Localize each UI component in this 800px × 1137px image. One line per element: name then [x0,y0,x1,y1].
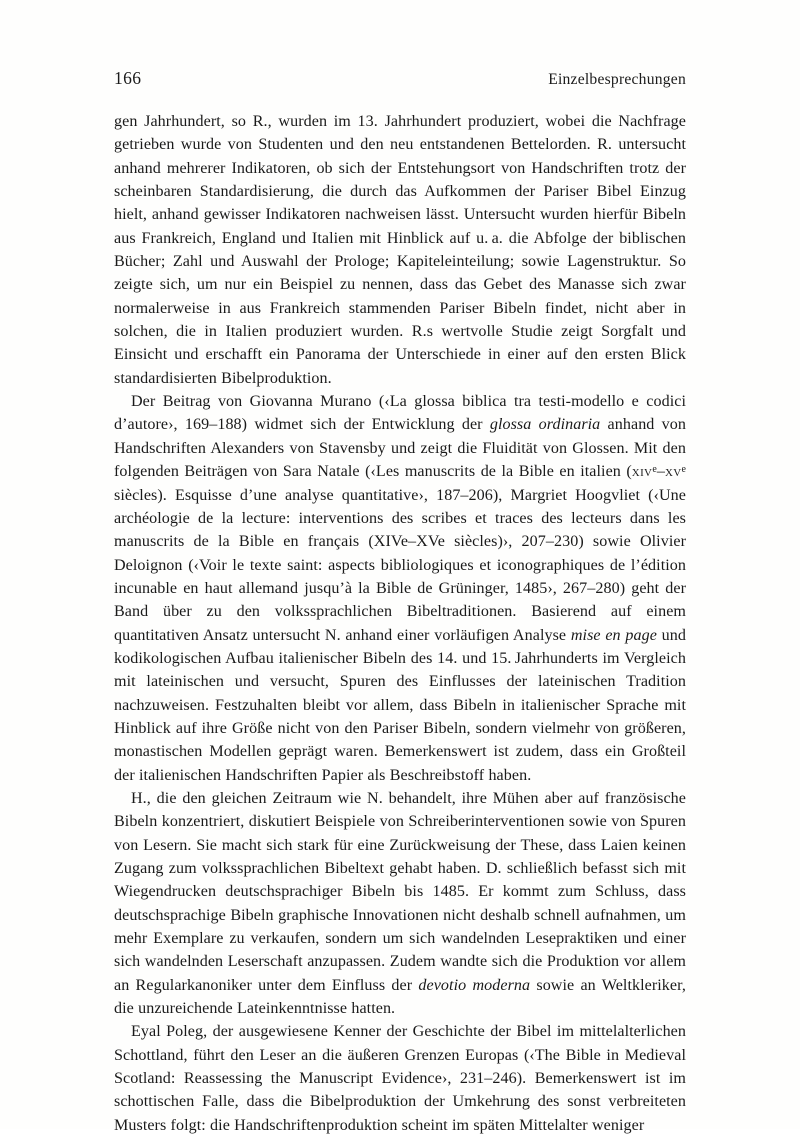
italic-devotio-moderna: devotio moderna [418,976,531,994]
paragraph-3: H., die den gleichen Zeitraum wie N. behandelt, ihre Mühen aber auf französische Bibeln konzentriert, diskutiert Beispiele von Schreiberinterventionen sowie von Spuren von Lesern. Sie macht sich stark für eine Zurückweisung der These, dass Laien keinen Zugang zum volkssprachlichen Bibeltext gehabt haben. D. schließlich befasst sich mit Wiegendrucken deutschsprachiger Bibeln bis 1485. Er kommt zum Schluss, dass deutschsprachige Bibeln graphische Innovationen nicht deshalb schnell aufnahmen, um mehr Exemplare zu verkaufen, sondern um sich wandelnden Lesepraktiken und einer sich wandelnden Leserschaft anzupassen. Zudem wandte sich die Produktion vor allem an Regularkanoniker unter dem Einfluss der devotio moderna sowie an Weltkleriker, die unzureichende Lateinkenntnisse hatten. [114,789,686,1018]
small-caps-xive: xiv [631,463,653,481]
paragraph-4: Eyal Poleg, der ausgewiesene Kenner der Geschichte der Bibel im mittelalterlichen Schottland, führt den Leser an die äußeren Grenzen Europas (‹The Bible in Medieval Scotland: Reassessing the Manuscript Evidence›, 231–246). Bemerkenswert ist im schottischen Falle, dass die Bibelproduktion der Umkehrung des sonst verbreiteten Musters folgt: die Handschriftenproduktion scheint im späten Mittelalter weniger [114,1023,686,1134]
running-head [114,70,686,88]
superscript-e: e [681,463,686,475]
italic-mise-en-page: mise en page [570,626,657,644]
small-caps-xve: xv [664,463,682,481]
superscript-e: e [652,463,657,475]
paragraph-1: gen Jahrhundert, so R., wurden im 13. Jahrhundert produziert, wobei die Nachfrage getrieben wurde von Studenten und den neu entstandenen Bettelorden. R. untersucht anhand mehrerer Indikatoren, ob sich der Entstehungsort von Handschriften trotz der scheinbaren Standardisierung, die durch das Aufkommen der Pariser Bibel Einzug hielt, anhand gewisser Indikatoren nachweisen lässt. Untersucht wurden hierfür Bibeln aus Frankreich, England und Italien mit Hinblick auf u. a. die Abfolge der biblischen Bücher; Zahl und Auswahl der Prologe; Kapiteleinteilung; sowie Lagenstruktur. So zeigte sich, um nur ein Beispiel zu nennen, dass das Gebet des Manasse sich zwar normalerweise in aus Frankreich stammenden Pariser Bibeln findet, nicht aber in solchen, die in Italien produziert wurden. R.s wertvolle Studie zeigt Sorgfalt und Einsicht und erschafft ein Panorama der Unterschiede in einer auf den ersten Blick standardisierten Bibelproduktion. [114,113,686,387]
italic-glossa-ordinaria: glossa ordinaria [489,416,601,434]
running-head-title: Einzelbesprechungen [548,71,686,88]
paragraph-2: Der Beitrag von Giovanna Murano (‹La glossa biblica tra testi-modello e codici d’autore›, 169–188) widmet sich der Entwicklung der glossa ordinaria anhand von Handschriften Alexanders von Stavensby und zeigt die Fluidität von Glossen. Mit den folgenden Beiträgen von Sara Natale (‹Les manuscrits de la Bible en italien ($xiv^e-xv^e$ siècles). Esquisse d’une analyse quantitative›, 187–206), Margriet Hoogvliet (‹Une archéologie de la lecture: interventions des scribes et traces des lecteurs dans les manuscrits de la Bible en français (XIVe–XVe siècles)›, 207–230) sowie Olivier Deloignon (‹Voir le texte saint: aspects bibliologiques et iconographiques de l’édition incunable en haut allemand jusqu’à la Bible de Grüninger, 1485›, 267–280) geht der Band über zu den volkssprachlichen Bibeltraditionen. Basierend auf einem quantitativen Ansatz untersucht N. anhand einer vorläufigen Analyse mise en page und kodikologischen Aufbau italienischer Bibeln des 14. und 15. Jahrhunderts im Vergleich mit lateinischen und versucht, Spuren des Einflusses der lateinischen Tradition nachzuweisen. Festzuhalten bleibt vor allem, dass Bibeln in italienischer Sprache mit Hinblick auf ihre Größe nicht von den Pariser Bibeln, sondern vielmehr von größeren, monastischen Modellen geprägt waren. Bemerkenswert ist zudem, dass ein Großteil der italienischen Handschriften Papier als Beschreibstoff haben. [114,393,686,784]
page-number: 166 [114,68,142,88]
text-block [114,110,686,1137]
